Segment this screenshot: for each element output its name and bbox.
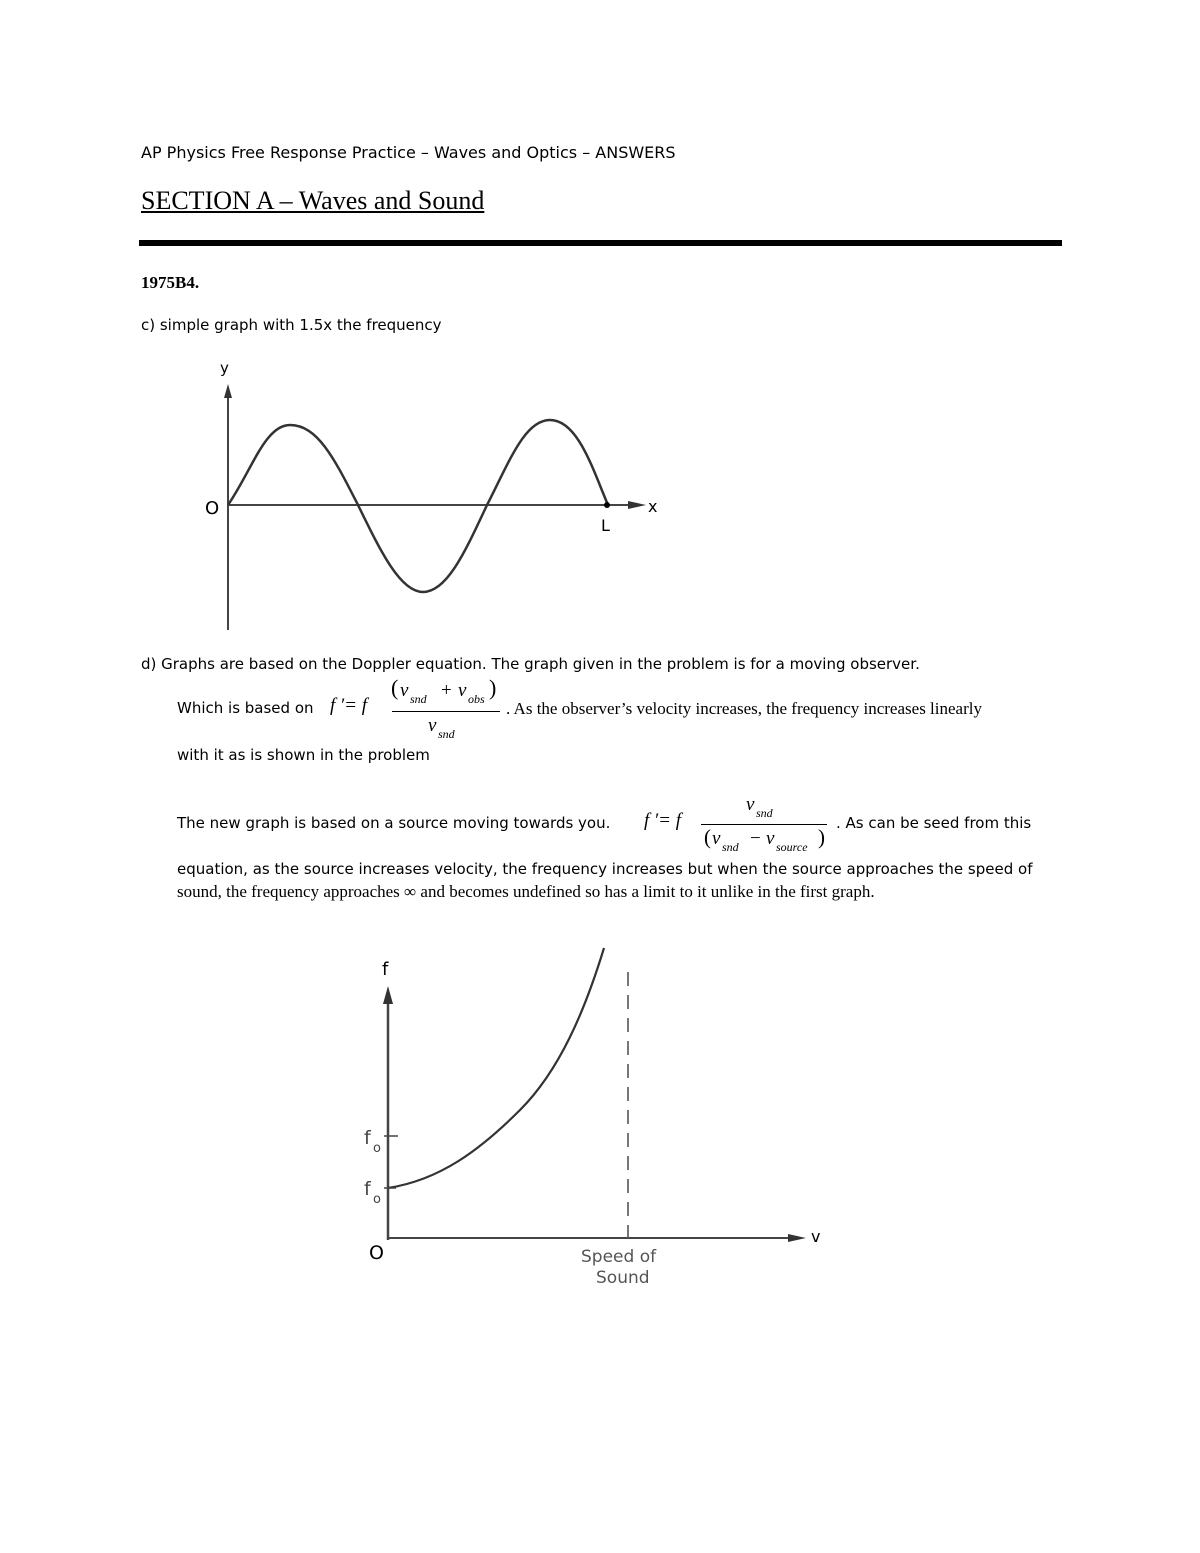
doppler-tick-sub-lower: o bbox=[373, 1192, 381, 1207]
source-fraction-bar bbox=[701, 824, 827, 825]
source-v1: v bbox=[746, 794, 755, 815]
source-v2: v bbox=[712, 828, 721, 849]
wave-y-arrow bbox=[224, 384, 232, 398]
source-cont-2: sound, the frequency approaches ∞ and becomes undefined so has a limit to it unlike in the first graph. bbox=[177, 882, 875, 901]
doppler-curve bbox=[388, 948, 604, 1188]
wave-x-label: x bbox=[648, 497, 658, 516]
doppler-tick-sub-upper: o bbox=[373, 1141, 381, 1156]
observer-v1: v bbox=[400, 680, 409, 701]
observer-fraction-bar bbox=[392, 711, 500, 712]
observer-suffix: . As the observer’s velocity increases, the frequency increases linearly bbox=[506, 699, 982, 718]
observer-prefix: Which is based on bbox=[177, 699, 314, 717]
observer-v2: v bbox=[458, 680, 467, 701]
wave-end-point bbox=[604, 502, 610, 508]
source-rparen: ) bbox=[818, 825, 825, 849]
doppler-graph bbox=[0, 930, 1200, 1310]
observer-formula-lhs: f ′= f bbox=[330, 695, 368, 716]
observer-rparen: ) bbox=[489, 675, 497, 700]
source-snd2: snd bbox=[722, 840, 739, 854]
observer-lparen: ( bbox=[391, 675, 399, 700]
speed-of-sound-label-1: Speed of bbox=[581, 1247, 657, 1267]
observer-snd2: snd bbox=[438, 727, 455, 741]
source-cont-1: equation, as the source increases velocity, the frequency increases but when the source approaches the speed of bbox=[177, 860, 1033, 878]
doppler-x-label: v bbox=[811, 1227, 821, 1246]
source-suffix: . As can be seed from this bbox=[836, 814, 1032, 832]
page-header: AP Physics Free Response Practice – Waves and Optics – ANSWERS bbox=[141, 143, 676, 162]
doppler-x-arrow bbox=[788, 1234, 806, 1242]
section-title: SECTION A – Waves and Sound bbox=[141, 186, 485, 215]
question-id: 1975B4. bbox=[141, 273, 200, 292]
doppler-origin-label: O bbox=[369, 1242, 384, 1264]
observer-plus: + bbox=[441, 680, 452, 701]
wave-origin-label: O bbox=[205, 498, 220, 519]
source-formula-lhs: f ′= f bbox=[644, 810, 682, 831]
observer-snd1: snd bbox=[410, 692, 427, 706]
doppler-y-arrow bbox=[383, 986, 393, 1004]
observer-v3: v bbox=[428, 715, 437, 736]
doppler-y-label: f bbox=[382, 959, 389, 980]
doppler-tick-label-upper: f bbox=[364, 1127, 371, 1149]
speed-of-sound-label-2: Sound bbox=[596, 1268, 650, 1288]
doppler-tick-label-lower: f bbox=[364, 1178, 371, 1200]
source-minus: − bbox=[750, 828, 761, 849]
observer-obs: obs bbox=[468, 692, 485, 706]
source-prefix: The new graph is based on a source moving towards you. bbox=[177, 814, 611, 832]
source-v3: v bbox=[766, 828, 775, 849]
wave-y-label: y bbox=[220, 359, 229, 377]
part-d-intro: d) Graphs are based on the Doppler equation. The graph given in the problem is for a moving observer. bbox=[141, 655, 920, 673]
source-source: source bbox=[776, 840, 808, 854]
wave-end-label: L bbox=[601, 516, 610, 535]
wave-x-arrow bbox=[628, 501, 646, 509]
observer-cont: with it as is shown in the problem bbox=[177, 746, 430, 764]
part-c-text: c) simple graph with 1.5x the frequency bbox=[141, 316, 442, 334]
source-lparen: ( bbox=[704, 825, 711, 849]
wave-graph bbox=[0, 0, 1200, 660]
source-snd1: snd bbox=[756, 806, 773, 820]
